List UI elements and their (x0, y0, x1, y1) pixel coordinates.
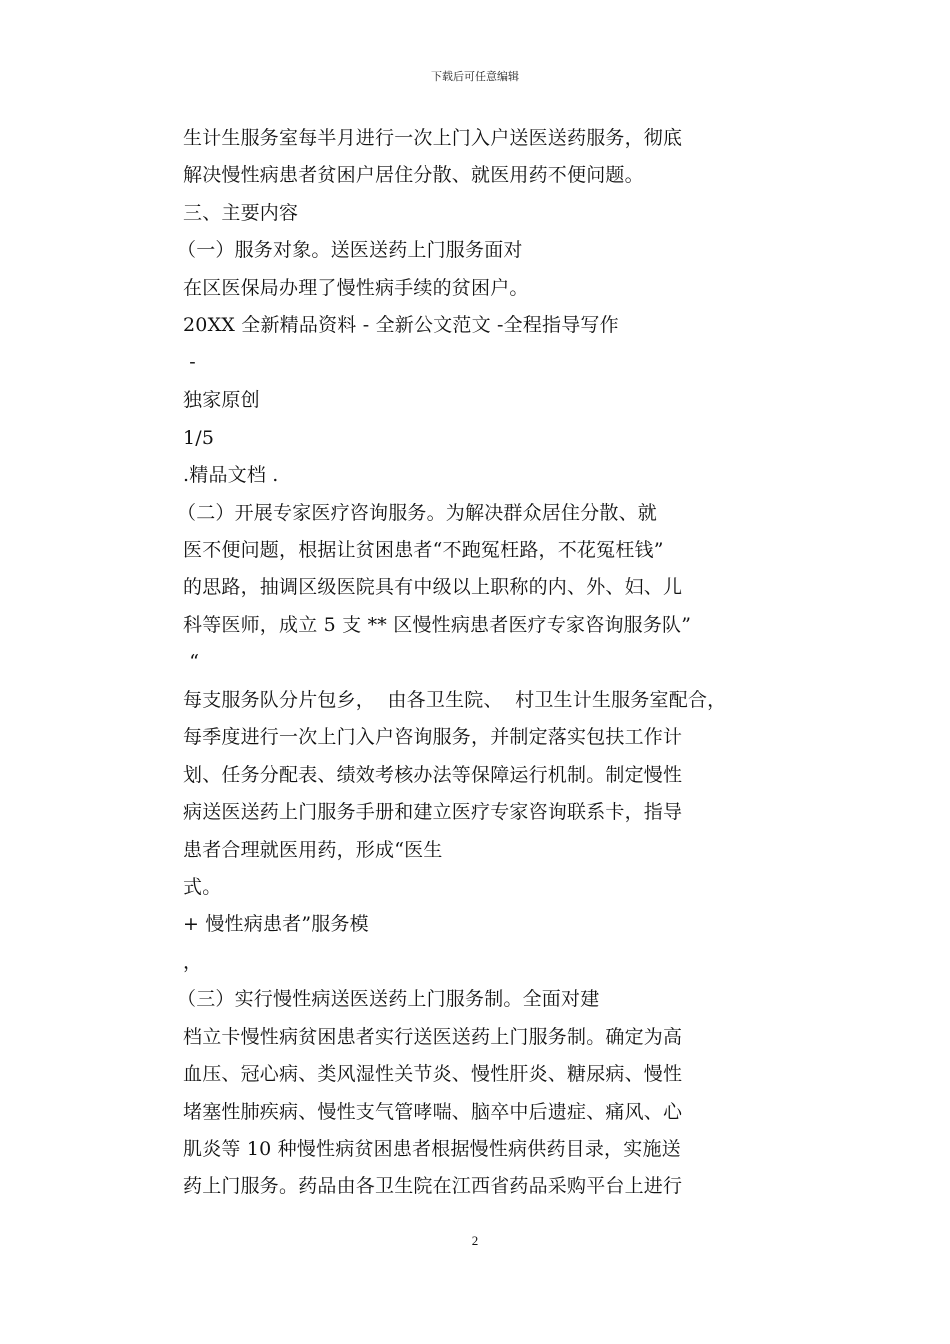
section-heading: 三、主要内容 (183, 202, 299, 224)
body-line: 药上门服务。药品由各卫生院在江西省药品采购平台上进行 (183, 1175, 683, 1197)
body-line: 解决慢性病患者贫困户居住分散、就医用药不便问题。 (183, 164, 644, 186)
page-number: 2 (471, 1233, 479, 1248)
body-line: + 慢性病患者”服务模 (183, 913, 369, 935)
body-line: （一）服务对象。送医送药上门服务面对 (177, 239, 523, 261)
watermark-line: - (183, 351, 196, 373)
body-line: 肌炎等 10 种慢性病贫困患者根据慢性病供药目录，实施送 (183, 1138, 681, 1160)
body-line: 的思路，抽调区级医院具有中级以上职称的内、外、妇、儿 (183, 576, 683, 598)
body-line: 划、任务分配表、绩效考核办法等保障运行机制。制定慢性 (183, 764, 683, 786)
body-line: 堵塞性肺疾病、慢性支气管哮喘、脑卒中后遗症、痛风、心 (183, 1101, 683, 1123)
body-line: 科等医师，成立 5 支 ** 区慢性病患者医疗专家咨询服务队” (183, 614, 692, 636)
body-line: 式。 (183, 876, 222, 898)
body-line: 每支服务队分片包乡， 由各卫生院、 村卫生计生服务室配合， (183, 689, 727, 711)
body-line: （三）实行慢性病送医送药上门服务制。全面对建 (177, 988, 600, 1010)
body-line: 档立卡慢性病贫困患者实行送医送药上门服务制。确定为高 (183, 1026, 683, 1048)
body-line: 每季度进行一次上门入户咨询服务，并制定落实包扶工作计 (183, 726, 683, 748)
body-line: 生计生服务室每半月进行一次上门入户送医送药服务，彻底 (183, 127, 683, 149)
body-line: 在区医保局办理了慢性病手续的贫困户。 (183, 277, 529, 299)
body-line: ， (183, 951, 203, 973)
watermark-line: 20XX 全新精品资料 - 全新公文范文 -全程指导写作 (183, 314, 619, 336)
body-line: 患者合理就医用药，形成“医生 (183, 839, 443, 861)
body-line: “ (183, 651, 200, 673)
watermark-line: 独家原创 (183, 389, 260, 411)
body-line: 病送医送药上门服务手册和建立医疗专家咨询联系卡，指导 (183, 801, 683, 823)
watermark-line: .精品文档 . (183, 464, 279, 486)
watermark-page: 1/5 (183, 427, 215, 449)
body-line: （二）开展专家医疗咨询服务。为解决群众居住分散、就 (177, 502, 658, 524)
body-line: 医不便问题，根据让贫困患者“不跑冤枉路，不花冤枉钱” (183, 539, 664, 561)
body-line: 血压、冠心病、类风湿性关节炎、慢性肝炎、糖尿病、慢性 (183, 1063, 683, 1085)
page-header: 下载后可任意编辑 (431, 70, 519, 83)
